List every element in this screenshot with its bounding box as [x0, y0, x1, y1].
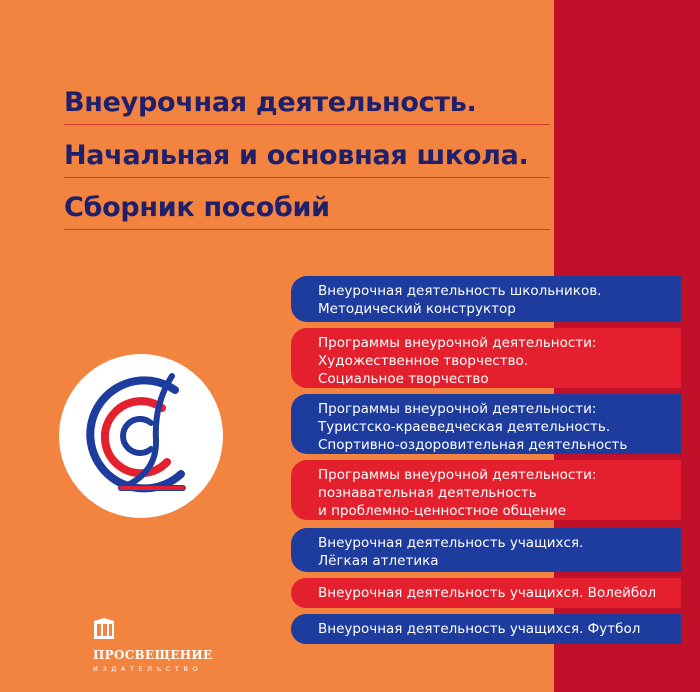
item-volleyball: Внеурочная деятельность учащихся. Волейбол: [291, 578, 681, 608]
title-line-1: Внеурочная деятельность.: [64, 87, 477, 118]
publisher-name: ПРОСВЕЩЕНИЕ: [93, 648, 213, 662]
publisher-logo-icon: [93, 618, 115, 640]
title-line-3: Сборник пособий: [64, 192, 330, 223]
title-rule-1: [64, 124, 550, 125]
item-methodical-constructor: Внеурочная деятельность школьников. Методический конструктор: [291, 276, 681, 322]
item-tourism-sport: Программы внеурочной деятельности: Туристско-краеведческая деятельность. Спортивно-оздоровительная деятельность: [291, 394, 681, 454]
item-athletics: Внеурочная деятельность учащихся. Лёгкая атлетика: [291, 528, 681, 572]
series-emblem: [59, 354, 223, 518]
title-rule-3: [64, 229, 550, 230]
item-art-social: Программы внеурочной деятельности: Художественное творчество. Социальное творчество: [291, 328, 681, 388]
series-logo-icon: [59, 354, 223, 518]
item-cognitive: Программы внеурочной деятельности: познавательная деятельность и проблемно-ценностное общение: [291, 460, 681, 520]
title-line-2: Начальная и основная школа.: [64, 140, 529, 171]
item-football: Внеурочная деятельность учащихся. Футбол: [291, 614, 681, 644]
title-rule-2: [64, 177, 550, 178]
publisher-subtitle: ИЗДАТЕЛЬСТВО: [93, 665, 203, 673]
